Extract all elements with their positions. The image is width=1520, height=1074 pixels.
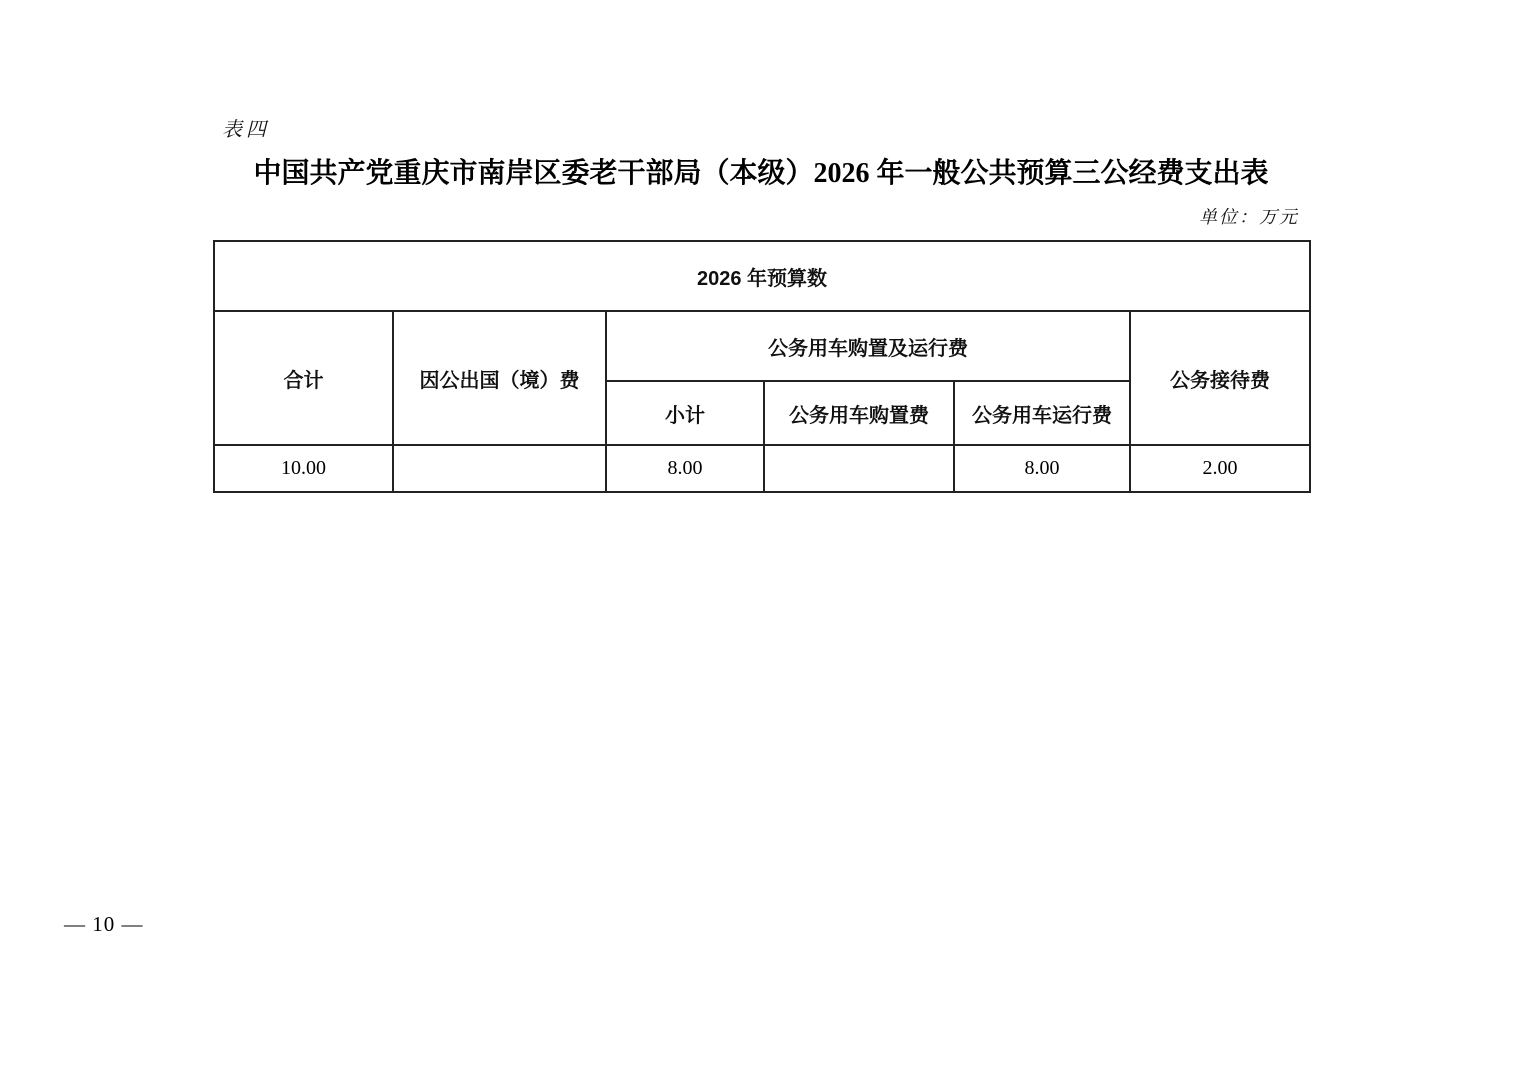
header-vehicle-group: 公务用车购置及运行费 [606, 311, 1130, 381]
unit-note: 单位：万元 [1199, 207, 1299, 227]
header-total: 合计 [214, 311, 393, 445]
cell-vehicle-subtotal: 8.00 [606, 445, 764, 492]
budget-table [213, 240, 1311, 493]
header-vehicle-purchase: 公务用车购置费 [764, 381, 954, 445]
header-abroad-fee: 因公出国（境）费 [393, 311, 606, 445]
page-number: — 10 — [64, 912, 144, 936]
table-row-header-top [214, 311, 1310, 381]
table-row-data [214, 445, 1310, 492]
cell-vehicle-purchase [764, 445, 954, 492]
header-reception-fee: 公务接待费 [1130, 311, 1310, 445]
cell-vehicle-operation: 8.00 [954, 445, 1130, 492]
page-title: 中国共产党重庆市南岸区委老干部局（本级）2026 年一般公共预算三公经费支出表 [253, 158, 1269, 189]
cell-total: 10.00 [214, 445, 393, 492]
cell-reception-fee: 2.00 [1130, 445, 1310, 492]
cell-abroad-fee [393, 445, 606, 492]
table-label: 表四 [222, 119, 270, 141]
table-row-year-header [214, 241, 1310, 311]
header-vehicle-subtotal: 小计 [606, 381, 764, 445]
header-vehicle-operation: 公务用车运行费 [954, 381, 1130, 445]
header-year: 2026 年预算数 [214, 241, 1310, 311]
